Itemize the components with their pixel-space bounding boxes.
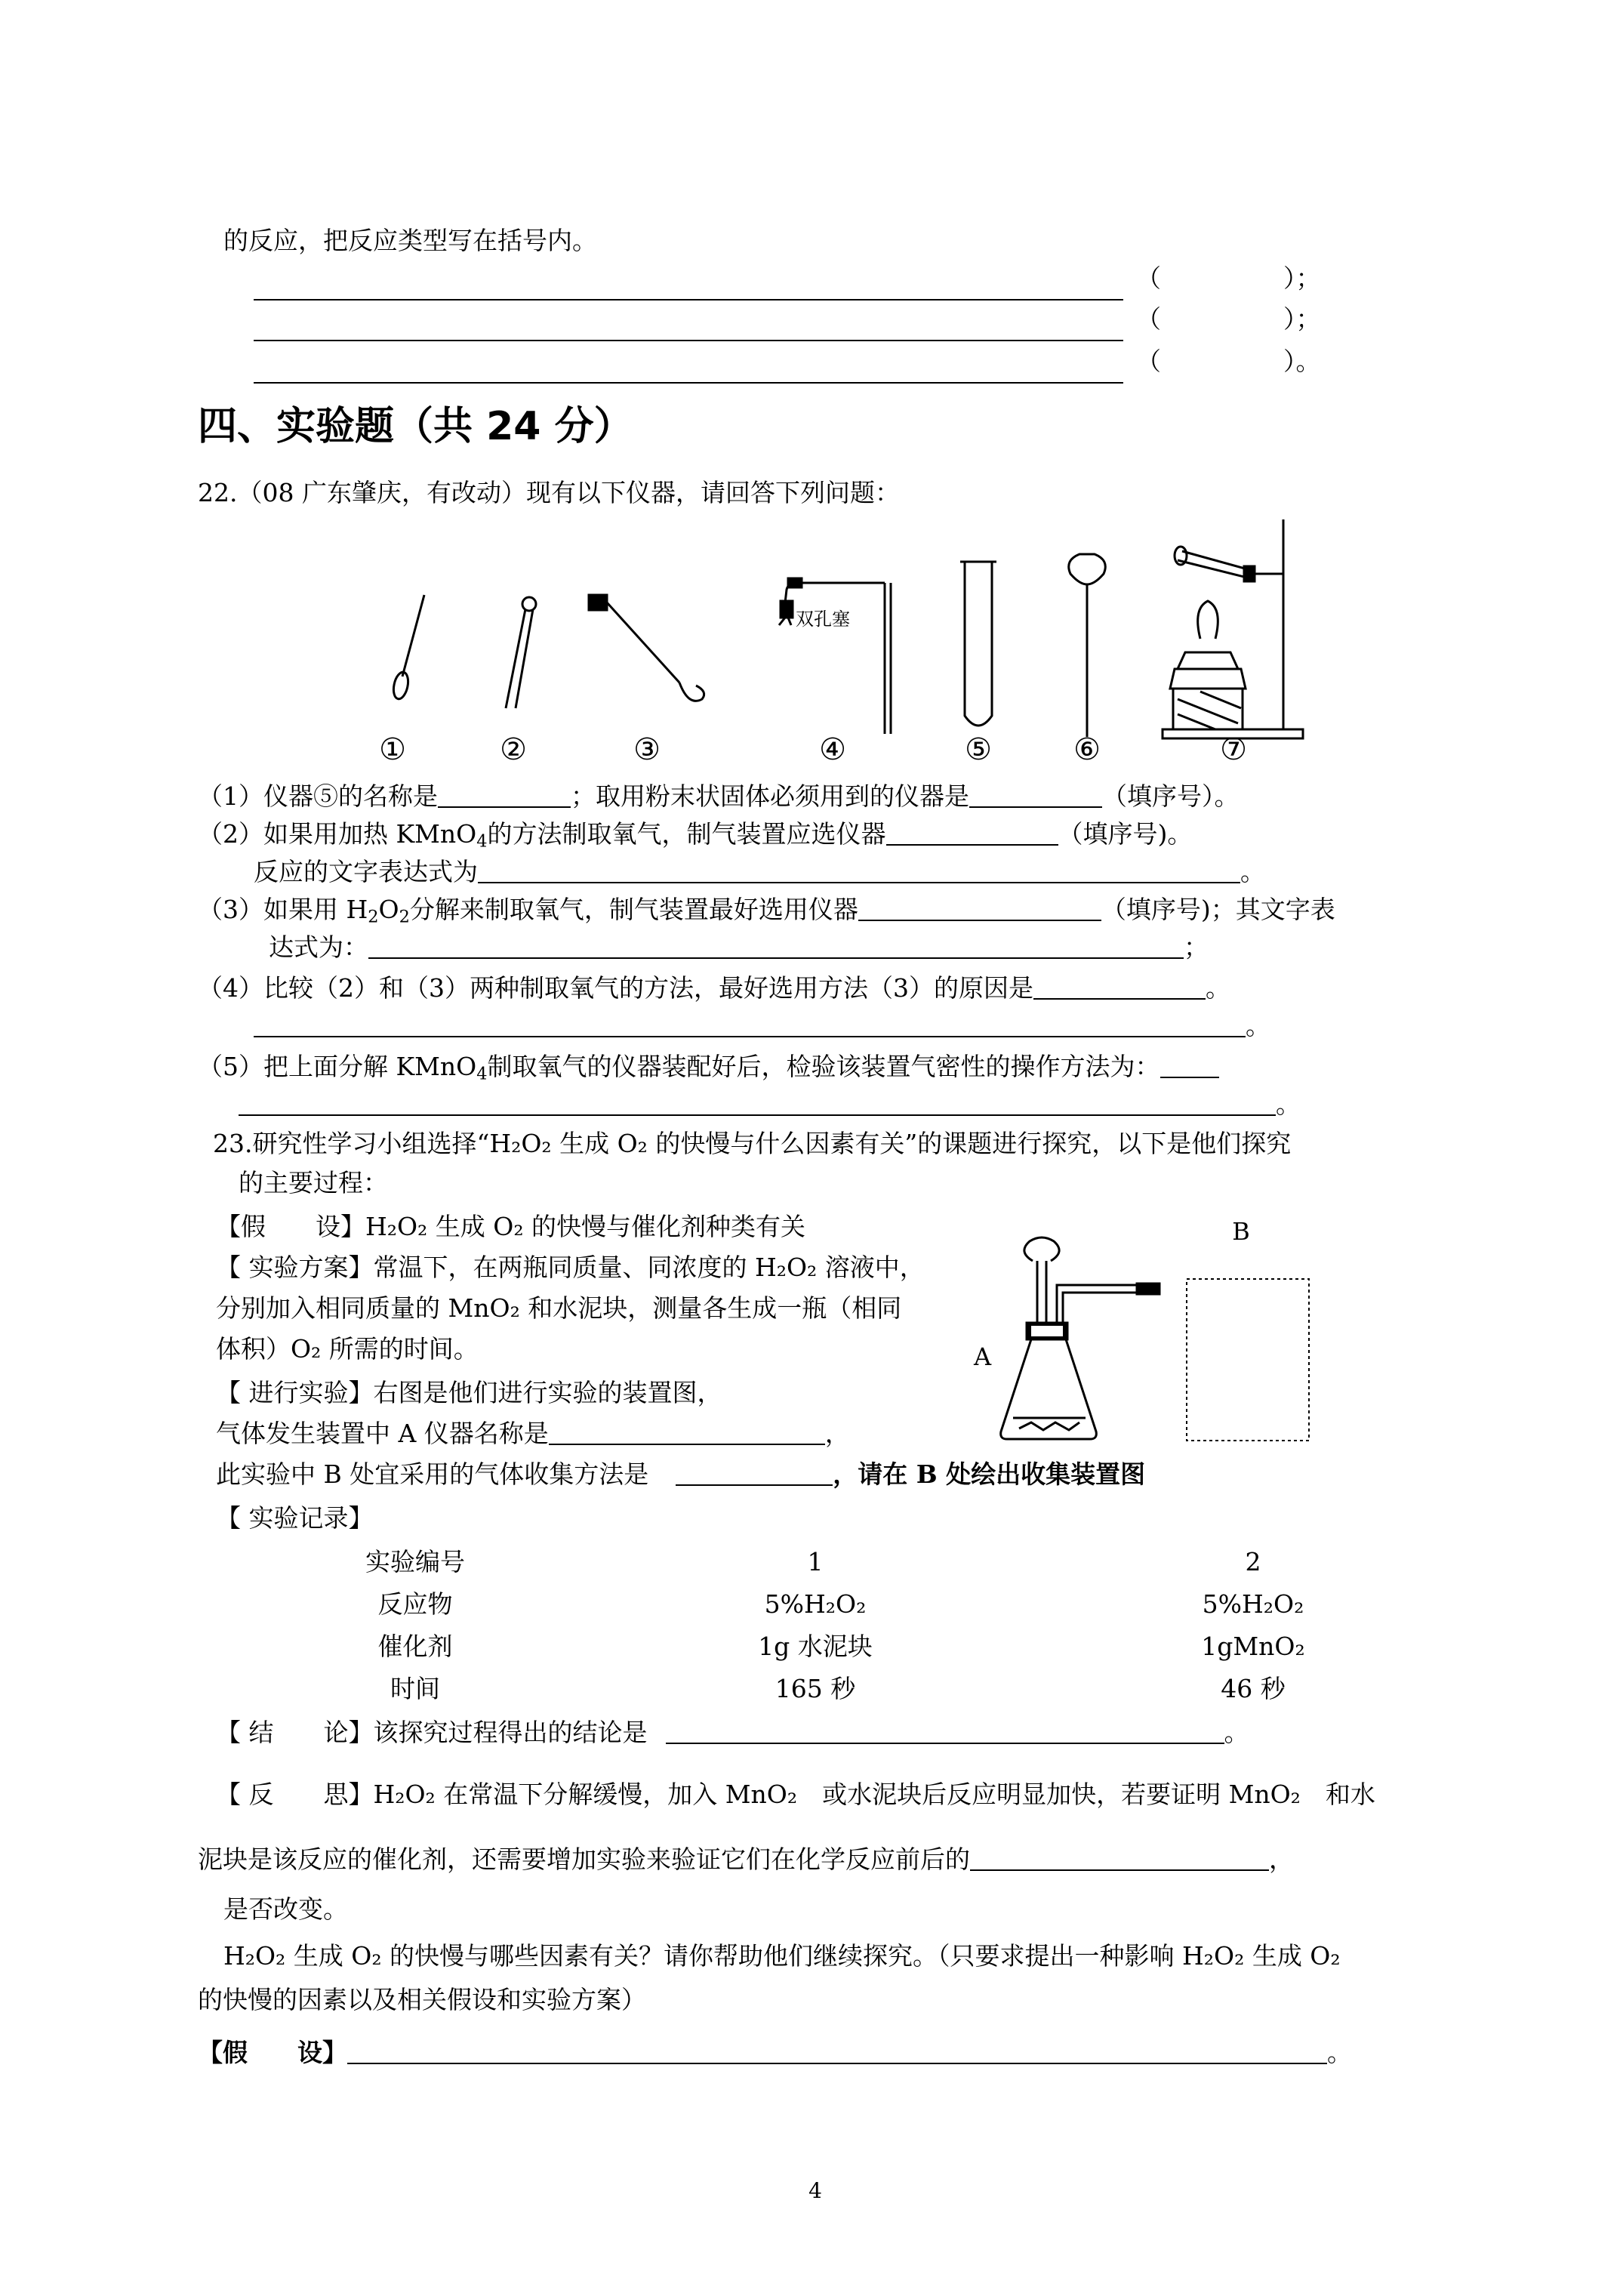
- paren-open: （: [1136, 347, 1161, 376]
- figure-label-5: ⑤: [965, 732, 992, 763]
- q23-plan-line2: 分别加入相同质量的 MnO₂ 和水泥块，测量各生成一瓶（相同: [216, 1293, 902, 1323]
- q23-reflection-line1: 【 反 思】H₂O₂ 在常温下分解缓慢，加入 MnO₂ 或水泥块后反应明显加快，若要证明 MnO₂ 和水: [216, 1780, 1375, 1809]
- medicine-spoon-icon: [391, 595, 424, 700]
- paren-open: （: [1136, 304, 1161, 334]
- answer-blank[interactable]: [1033, 974, 1206, 1000]
- q22-p2-text-b: 的方法制取氧气，制气装置应选仪器: [487, 819, 886, 849]
- q22-p1-text-a: （1）仪器⑤的名称是: [198, 781, 438, 811]
- q23-conclusion-text-a: 【 结 论】该探究过程得出的结论是: [216, 1718, 648, 1747]
- stopper-label: 双孔塞: [796, 609, 850, 630]
- q22-p3b-text-a: 达式为：: [269, 932, 368, 962]
- q22-p3-mid: O: [378, 895, 399, 924]
- label-B: B: [1232, 1217, 1250, 1246]
- answer-blank[interactable]: [1160, 1052, 1219, 1078]
- q23-hyp2-text-a: 【假 设】: [198, 2038, 347, 2067]
- figure-label-6: ⑥: [1073, 732, 1101, 763]
- q22-p5-text-b: 制取氧气的仪器装配好后，检验该装置气密性的操作方法为：: [487, 1052, 1160, 1081]
- q23-exp-line1: 【 进行实验】右图是他们进行实验的装置图，: [216, 1378, 722, 1407]
- paren-close: ）；: [1283, 264, 1321, 293]
- q22-p4-text-a: （4）比较（2）和（3）两种制取氧气的方法，最好选用方法（3）的原因是: [198, 973, 1033, 1003]
- paren-close: ）。: [1283, 347, 1321, 376]
- q22-part1: [198, 782, 1240, 811]
- table-cell: 1gMnO₂: [1201, 1632, 1305, 1661]
- figure-label-2: ②: [500, 732, 527, 763]
- table-cell: 46 秒: [1221, 1674, 1286, 1703]
- q23-conclusion: [216, 1718, 1249, 1747]
- q23-exp3-text-a: 此实验中 B 处宜采用的气体收集方法是: [216, 1459, 649, 1489]
- answer-blank[interactable]: [368, 933, 1184, 959]
- q22-p3-text-a: （3）如果用 H: [198, 895, 368, 924]
- gas-generator-figure: [959, 1216, 1321, 1457]
- q22-p3b-text-b: ；: [1184, 932, 1209, 962]
- table-cell: 2: [1245, 1547, 1261, 1576]
- iron-stand-icon: [1163, 519, 1303, 738]
- table-cell: 1: [807, 1547, 824, 1576]
- q22-p2b-text-b: 。: [1240, 857, 1265, 886]
- test-tube-icon: [960, 562, 996, 726]
- answer-line[interactable]: [254, 299, 1123, 300]
- answer-blank[interactable]: [886, 820, 1058, 846]
- q23-hyp2-text-b: 。: [1327, 2038, 1352, 2067]
- q23-exp2-text-b: ，: [824, 1419, 850, 1448]
- q22-p2b-text-a: 反应的文字表达式为: [254, 857, 478, 886]
- q22-p4-text-b: 。: [1205, 973, 1230, 1003]
- table-cell: 实验编号: [365, 1547, 465, 1576]
- q22-part2: [198, 820, 1192, 852]
- q22-p3-sub1: 2: [368, 907, 379, 927]
- q22-p2-sub: 4: [476, 831, 488, 852]
- q22-p3-sub2: 2: [399, 907, 410, 927]
- paren-open: （: [1136, 264, 1161, 293]
- answer-blank[interactable]: [970, 1845, 1269, 1871]
- figure-label-3: ③: [633, 732, 661, 763]
- collection-box: [1187, 1279, 1309, 1441]
- answer-blank[interactable]: [676, 1460, 833, 1486]
- q23-hypothesis-2: [198, 2039, 1352, 2067]
- table-cell: 165 秒: [775, 1674, 856, 1703]
- figure-label-7: ⑦: [1220, 732, 1247, 763]
- answer-line[interactable]: [254, 382, 1123, 384]
- q23-refl2-text-a: 泥块是该反应的催化剂，还需要增加实验来验证它们在化学反应前后的: [198, 1845, 970, 1874]
- q22-part4-line2: [254, 1012, 1270, 1040]
- q22-p5-text-a: （5）把上面分解 KMnO: [198, 1052, 477, 1081]
- answer-blank[interactable]: [858, 895, 1101, 921]
- q23-plan-line1: 【 实验方案】常温下，在两瓶同质量、同浓度的 H₂O₂ 溶液中，: [216, 1253, 925, 1282]
- q22-p2-text-c: （填序号)。: [1058, 819, 1193, 849]
- answer-blank[interactable]: [549, 1419, 825, 1445]
- table-cell: 5%H₂O₂: [1202, 1589, 1304, 1619]
- q23-exp-line3: [216, 1460, 1145, 1489]
- q23-exp3-text-b: ，请在 B 处绘出收集装置图: [833, 1459, 1146, 1489]
- q23-record-title: 【 实验记录】: [216, 1503, 374, 1533]
- q22-part3-expression: [269, 933, 1209, 962]
- q22-p1-text-c: （填序号）。: [1102, 781, 1240, 811]
- answer-blank[interactable]: [969, 782, 1102, 808]
- q23-stem-line2: 的主要过程：: [239, 1168, 388, 1197]
- q23-further-line1: H₂O₂ 生成 O₂ 的快慢与哪些因素有关？请你帮助他们继续探究。（只要求提出一种影响 H₂O₂ 生成 O₂: [223, 1941, 1341, 1971]
- q22-p4b-text-b: 。: [1246, 1011, 1270, 1040]
- funnel-icon: [1069, 554, 1106, 737]
- q23-exp2-text-a: 气体发生装置中 A 仪器名称是: [216, 1419, 549, 1448]
- q22-p5b-text-b: 。: [1276, 1089, 1301, 1119]
- q22-p3-text-c: （填序号)；其文字表: [1101, 895, 1335, 924]
- label-A: A: [974, 1342, 992, 1371]
- answer-line[interactable]: [254, 340, 1123, 341]
- answer-blank[interactable]: [239, 1090, 1276, 1116]
- q22-part5-line2: [239, 1090, 1301, 1119]
- table-cell: 1g 水泥块: [758, 1632, 873, 1661]
- q22-part5: [198, 1052, 1219, 1084]
- q22-p3-text-b: 分解来制取氧气，制气装置最好选用仪器: [409, 895, 858, 924]
- answer-blank[interactable]: [666, 1718, 1224, 1744]
- q23-plan-line3: 体积）O₂ 所需的时间。: [216, 1334, 479, 1364]
- q22-part4: [198, 974, 1230, 1003]
- q23-hypothesis: 【假 设】H₂O₂ 生成 O₂ 的快慢与催化剂种类有关: [216, 1212, 806, 1241]
- table-cell: 催化剂: [377, 1632, 453, 1661]
- table-cell: 时间: [390, 1674, 440, 1703]
- bent-tube-icon: [779, 578, 891, 734]
- q23-conclusion-text-b: 。: [1224, 1718, 1249, 1747]
- answer-blank[interactable]: [438, 782, 571, 808]
- q22-stem: 22.（08 广东肇庆，有改动）现有以下仪器，请回答下列问题：: [198, 478, 900, 507]
- q23-exp-line2: [216, 1419, 850, 1448]
- figure-label-4: ④: [819, 732, 846, 763]
- q22-p1-text-b: ；取用粉末状固体必须用到的仪器是: [571, 781, 969, 811]
- apparatus-figure: [347, 510, 1329, 763]
- section-title: 四、实验题（共 24 分）: [198, 404, 633, 449]
- tweezers-icon: [506, 597, 536, 708]
- page-number: 4: [808, 2178, 822, 2203]
- answer-blank[interactable]: [478, 858, 1240, 883]
- answer-blank[interactable]: [347, 2039, 1327, 2064]
- q22-p2-text-a: （2）如果用加热 KMnO: [198, 819, 477, 849]
- q23-stem-line1: 23.研究性学习小组选择“H₂O₂ 生成 O₂ 的快慢与什么因素有关”的课题进行探究，以下是他们探究: [213, 1129, 1292, 1158]
- answer-blank[interactable]: [254, 1012, 1246, 1037]
- q23-reflection-line2: [198, 1845, 1294, 1874]
- q22-part3: [198, 895, 1335, 927]
- table-cell: 反应物: [377, 1589, 453, 1619]
- q21-tail-text: 的反应，把反应类型写在括号内。: [223, 226, 597, 255]
- q23-further-line2: 的快慢的因素以及相关假设和实验方案）: [198, 1985, 646, 2014]
- q22-part2-expression: [254, 858, 1265, 886]
- paren-close: ）；: [1283, 304, 1321, 334]
- figure-label-1: ①: [379, 732, 406, 763]
- q23-reflection-line3: 是否改变。: [223, 1894, 348, 1924]
- q23-refl2-text-b: ，: [1269, 1845, 1294, 1874]
- q22-p5-sub: 4: [476, 1064, 488, 1084]
- combustion-spoon-icon: [589, 595, 704, 701]
- table-cell: 5%H₂O₂: [764, 1589, 867, 1619]
